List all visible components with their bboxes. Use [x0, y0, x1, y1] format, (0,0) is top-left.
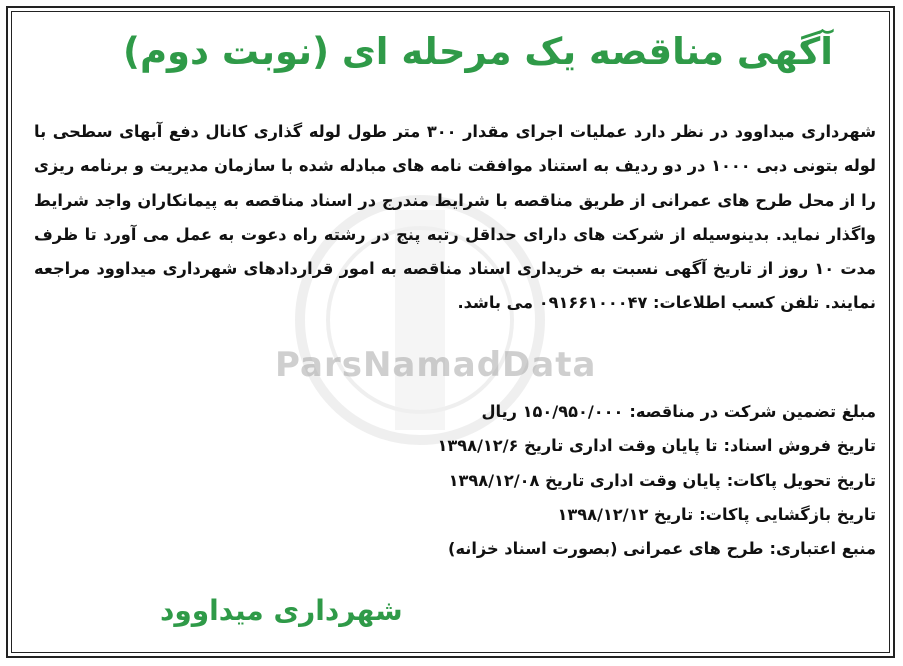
- detail-value: تا پایان وقت اداری تاریخ ۱۳۹۸/۱۲/۶: [437, 436, 718, 456]
- detail-value: پایان وقت اداری تاریخ ۱۳۹۸/۱۲/۰۸: [448, 470, 721, 490]
- detail-label: تاریخ بازگشایی پاکات:: [699, 504, 876, 524]
- detail-label: تاریخ تحویل پاکات:: [726, 470, 876, 490]
- watermark-text: ParsNamadData: [275, 345, 597, 385]
- envelope-delivery-date: [236, 464, 876, 498]
- detail-value: ۱۵۰/۹۵۰/۰۰۰ ریال: [481, 402, 624, 421]
- municipality-signature: شهرداری میداوود: [160, 594, 403, 627]
- envelope-opening-date: [236, 498, 876, 532]
- detail-label: مبلغ تضمین شرکت در مناقصه:: [629, 402, 876, 421]
- guarantee-amount: [236, 395, 876, 429]
- funding-source: [236, 532, 876, 566]
- document-sale-date: [236, 429, 876, 463]
- notice-body: شهرداری میداوود در نظر دارد عملیات اجرای مقدار ۳۰۰ متر طول لوله گذاری کانال دفع آبهای سطحی با لوله بتونی دبی ۱۰۰۰ در دو ردیف به استناد موافقت نامه های مبادله شده با سازمان مدیریت و برنامه ریزی را از محل طرح های عمرانی از طریق مناقصه با شرایط مندرج در اسناد مناقصه به پیمانکاران واجد شرایط واگذار نماید. بدینوسیله از شرکت های دارای حداقل رتبه پنج در رشته راه دعوت به عمل می آورد تا ظرف مدت ۱۰ روز از تاریخ آگهی نسبت به خریداری اسناد مناقصه به امور قراردادهای شهرداری میداوود مراجعه نمایند. تلفن کسب اطلاعات: ۰۹۱۶۶۱۰۰۰۴۷ می باشد.: [34, 122, 876, 313]
- detail-label: منبع اعتباری:: [769, 539, 876, 559]
- notice-title: آگهی مناقصه یک مرحله ای (نوبت دوم): [123, 30, 833, 73]
- detail-label: تاریخ فروش اسناد:: [723, 436, 876, 456]
- detail-value: طرح های عمرانی (بصورت اسناد خزانه): [448, 539, 764, 559]
- detail-value: تاریخ ۱۳۹۸/۱۲/۱۲: [557, 504, 694, 524]
- notice-details: [236, 395, 876, 566]
